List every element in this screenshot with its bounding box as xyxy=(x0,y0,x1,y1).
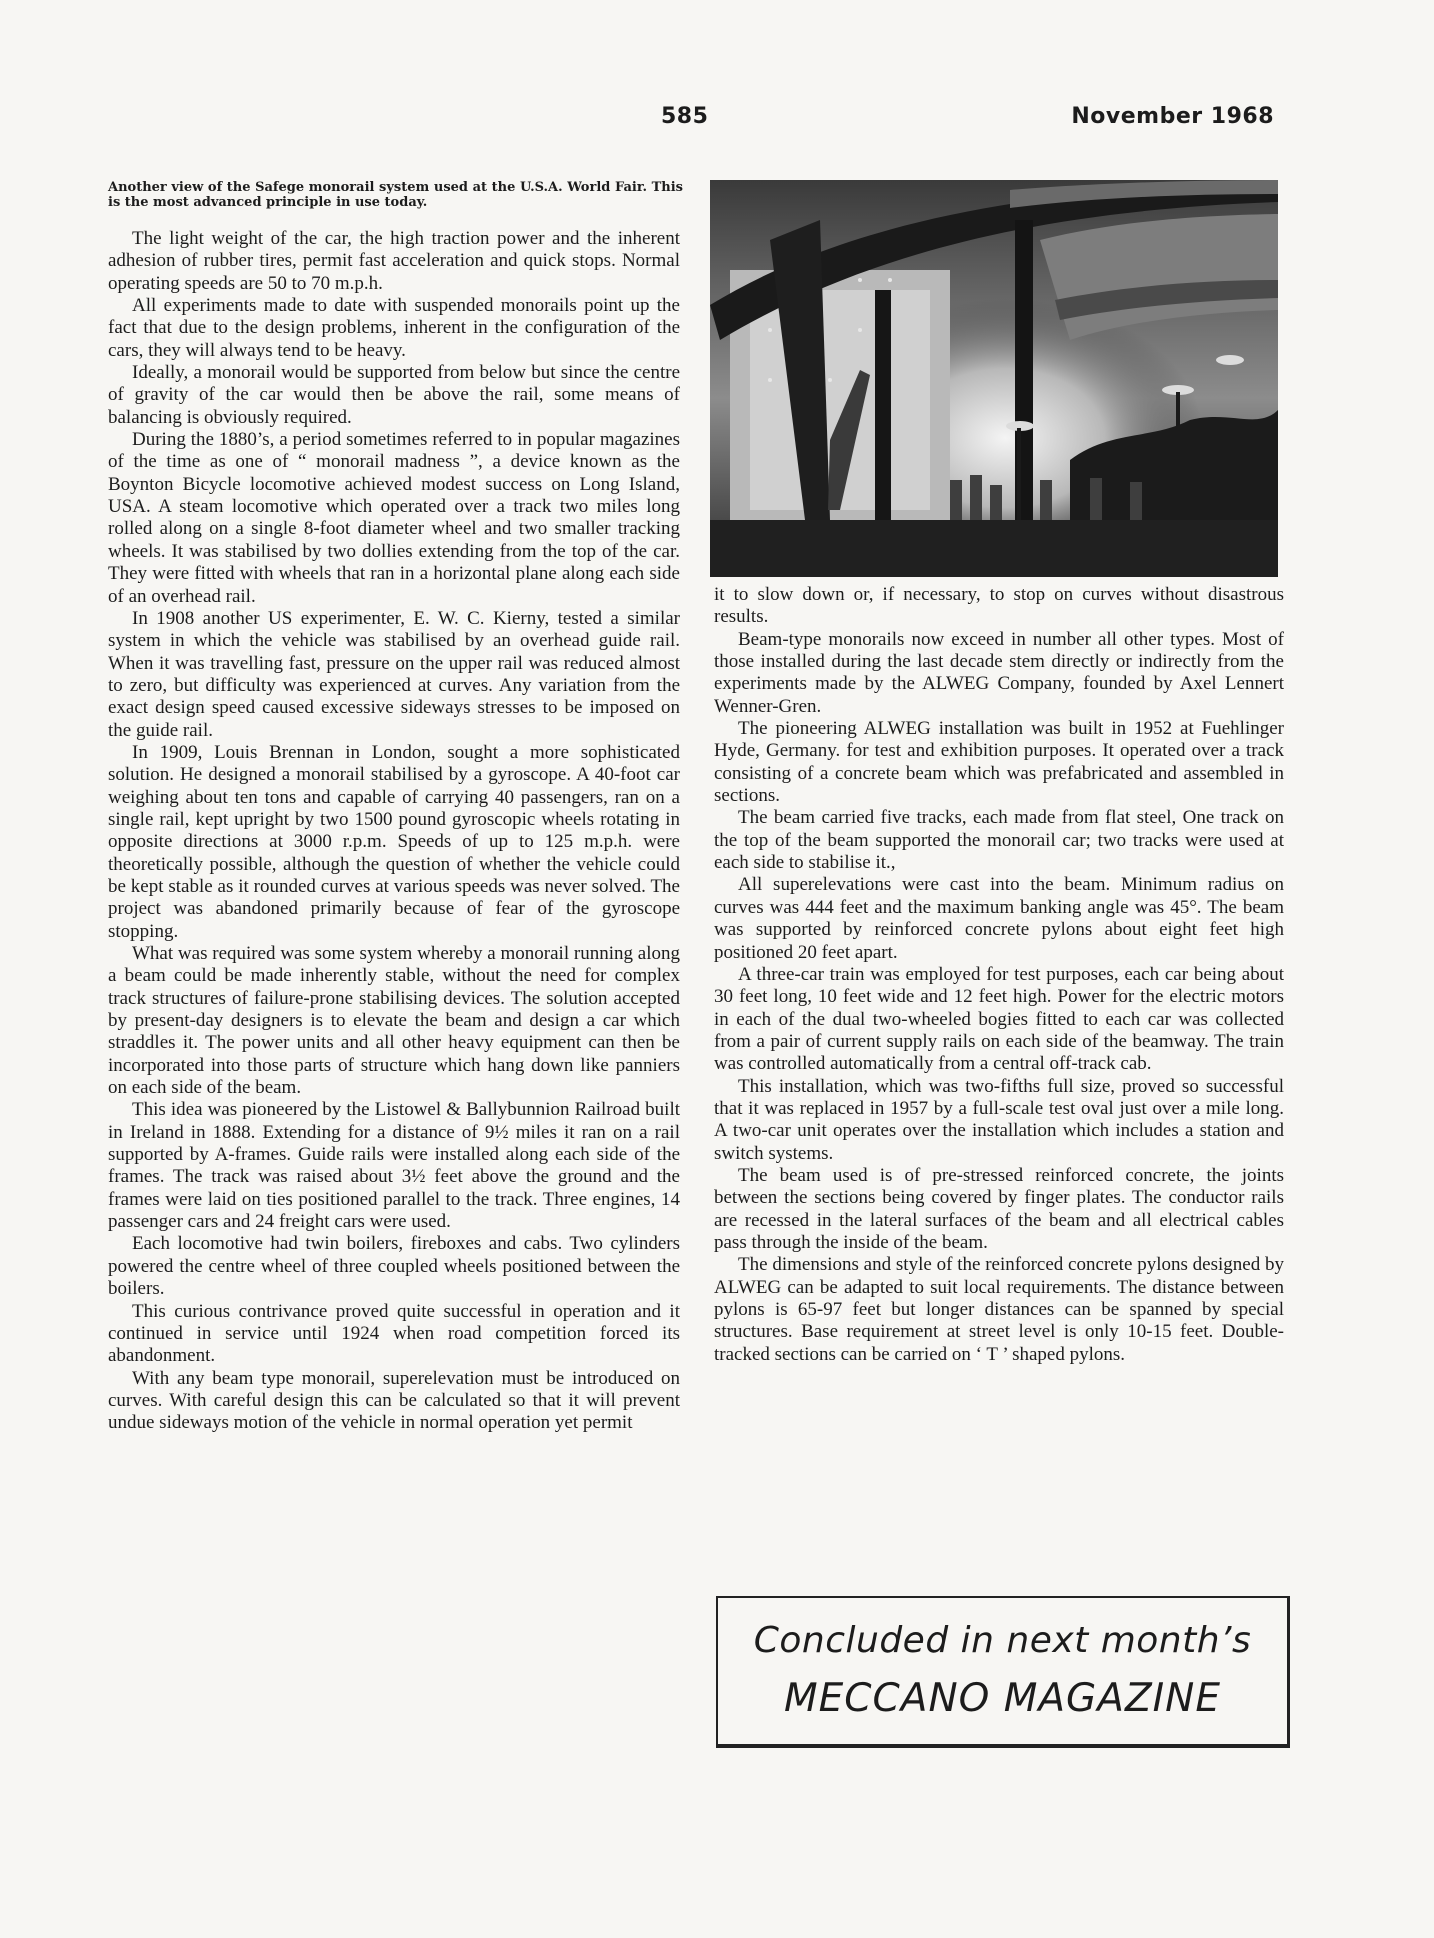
issue-date: November 1968 xyxy=(1071,104,1274,129)
paragraph: The pioneering ALWEG installation was built in 1952 at Fuehlinger Hyde, Germany. for test and exhibition purposes. It operated over a track consisting of a concrete beam which was prefabricated and assembled in sections. xyxy=(714,718,1284,807)
paragraph: This idea was pioneered by the Listowel & Ballybunnion Railroad built in Ireland in 1888. Extending for a distance of 9½ miles it ran on a rail supported by A-frames. Guide rails were installed along each side of the frames. The track was raised about 3½ feet above the ground and the frames were laid on ties positioned parallel to the track. Three engines, 14 passenger cars and 24 freight cars were used. xyxy=(108,1099,680,1233)
paragraph: The dimensions and style of the reinforced concrete pylons designed by ALWEG can be adapted to suit local requirements. The distance between pylons is 65-97 feet but longer distances can be spanned by special structures. Base requirement at street level is only 10-15 feet. Double-tracked sections can be carried on ‘ T ’ shaped pylons. xyxy=(714,1254,1284,1365)
paragraph: The light weight of the car, the high traction power and the inherent adhesion of rubber tires, permit fast acceleration and quick stops. Normal operating speeds are 50 to 70 m.p.h. xyxy=(108,228,680,294)
right-column xyxy=(714,584,1284,1366)
paragraph: Each locomotive had twin boilers, fireboxes and cabs. Two cylinders powered the centre wheel of three coupled wheels positioned between the boilers. xyxy=(108,1233,680,1300)
continued-notice-box xyxy=(716,1596,1290,1748)
paragraph: The beam carried five tracks, each made from flat steel, One track on the top of the beam supported the monorail car; two tracks were used at each side to stabilise it., xyxy=(714,807,1284,874)
paragraph: In 1909, Louis Brennan in London, sought a more sophisticated solution. He designed a monorail stabilised by a gyroscope. A 40-foot car weighing about ten tons and capable of carrying 40 passengers, ran on a single rail, kept upright by two 1500 pound gyroscopic wheels rotating in opposite directions at 3000 r.p.m. Speeds of up to 125 m.p.h. were theoretically possible, although the question of whether the vehicle could be kept stable as it rounded curves at various speeds was never solved. The project was abandoned primarily because of fear of the gyroscope stopping. xyxy=(108,741,680,942)
notice-line-2: MECCANO MAGAZINE xyxy=(784,1676,1221,1721)
paragraph: What was required was some system whereby a monorail running along a beam could be made inherently stable, without the need for complex track structures of failure-prone stabilising devices. The solution accepted by present-day designers is to elevate the beam and design a car which straddles it. The power units and all other heavy equipment can then be incorporated into those parts of structure which hang down like panniers on each side of the beam. xyxy=(108,943,680,1099)
monorail-photo xyxy=(710,180,1278,577)
paragraph-continuation: it to slow down or, if necessary, to stop on curves without disastrous results. xyxy=(714,584,1284,628)
paragraph: Beam-type monorails now exceed in number all other types. Most of those installed during the last decade stem directly or indirectly from the experiments made by the ALWEG Company, founded by Axel Lennert Wenner-Gren. xyxy=(714,628,1284,717)
paragraph: Ideally, a monorail would be supported from below but since the centre of gravity of the car would then be above the rail, some means of balancing is obviously required. xyxy=(108,362,680,428)
paragraph: With any beam type monorail, superelevation must be introduced on curves. With careful design this can be calculated so that it will prevent undue sideways motion of the vehicle in normal operation yet permit xyxy=(108,1367,680,1434)
paragraph: In 1908 another US experimenter, E. W. C. Kierny, tested a similar system in which the vehicle was stabilised by an overhead guide rail. When it was travelling fast, pressure on the upper rail was reduced almost to zero, but difficulty was experienced at curves. Any variation from the exact design speed caused excessive sideways stresses to be imposed on the guide rail. xyxy=(108,607,680,741)
paragraph: This installation, which was two-fifths full size, proved so successful that it was replaced in 1957 by a full-scale test oval just over a mile long. A two-car unit operates over the installation which includes a station and switch systems. xyxy=(714,1075,1284,1164)
paragraph: The beam used is of pre-stressed reinforced concrete, the joints between the sections being covered by finger plates. The conductor rails are recessed in the lateral surfaces of the beam and all electrical cables pass through the inside of the beam. xyxy=(714,1164,1284,1253)
paragraph: A three-car train was employed for test purposes, each car being about 30 feet long, 10 feet wide and 12 feet high. Power for the electric motors in each of the dual two-wheeled bogies fitted to each car was collected from a pair of current supply rails on each side of the beamway. The train was controlled automatically from a central off-track cab. xyxy=(714,963,1284,1075)
photo-caption: Another view of the Safege monorail system used at the U.S.A. World Fair. This is the most advanced principle in use today. xyxy=(108,180,683,210)
paragraph: During the 1880’s, a period sometimes referred to in popular magazines of the time as one of “ monorail madness ”, a device known as the Boynton Bicycle locomotive achieved modest success on Long Island, USA. A steam locomotive which operated over a track two miles long rolled along on a single 8-foot diameter wheel and two smaller tracking wheels. It was stabilised by two dollies extending from the top of the car. They were fitted with wheels that ran in a horizontal plane along each side of an overhead rail. xyxy=(108,429,680,607)
page-number: 585 xyxy=(661,104,709,129)
paragraph: All experiments made to date with suspended monorails point up the fact that due to the design problems, inherent in the configuration of the cars, they will always tend to be heavy. xyxy=(108,295,680,361)
left-column xyxy=(108,228,680,1435)
paragraph: This curious contrivance proved quite successful in operation and it continued in service until 1924 when road competition forced its abandonment. xyxy=(108,1300,680,1367)
notice-line-1: Concluded in next month’s xyxy=(753,1620,1252,1661)
paragraph: All superelevations were cast into the beam. Minimum radius on curves was 444 feet and the maximum banking angle was 45°. The beam was supported by reinforced concrete pylons about eight feet high positioned 20 feet apart. xyxy=(714,874,1284,963)
